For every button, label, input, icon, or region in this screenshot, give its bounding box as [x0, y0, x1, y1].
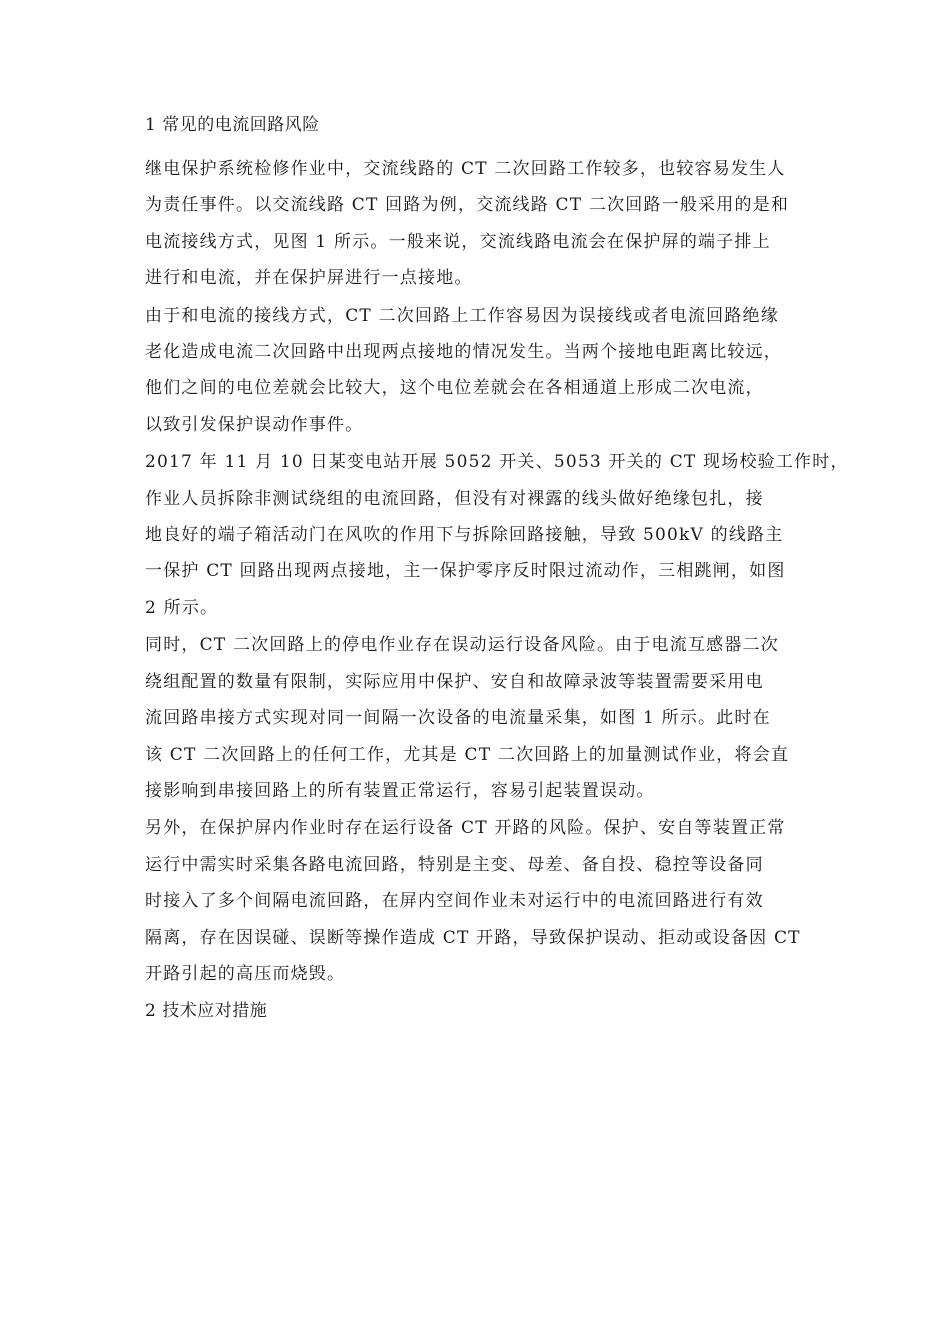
text-line: 绕组配置的数量有限制，实际应用中保护、安自和故障录波等装置需要采用电: [145, 671, 764, 692]
text-line: 2 所示。: [145, 597, 219, 618]
text-line: 一保护 CT 回路出现两点接地，主一保护零序反时限过流动作，三相跳闸，如图: [145, 561, 786, 582]
section-heading-2: 2 技术应对措施: [145, 1001, 268, 1022]
text-line: 继电保护系统检修作业中，交流线路的 CT 二次回路工作较多，也较容易发生人: [145, 159, 786, 179]
text-line: 老化造成电流二次回路中出现两点接地的情况发生。当两个接地电距离比较远，: [145, 342, 782, 363]
text-line: 运行中需实时采集各路电流回路，特别是主变、母差、备自投、稳控等设备同: [145, 854, 764, 875]
text-line: 隔离，存在因误碰、误断等操作造成 CT 开路，导致保护误动、拒动或设备因 CT: [145, 927, 801, 948]
document-page: [145, 112, 849, 1037]
text-line: 该 CT 二次回路上的任何工作，尤其是 CT 二次回路上的加量测试作业，将会直: [145, 744, 790, 765]
paragraph: [145, 627, 810, 809]
text-line: 流回路串接方式实现对同一间隔一次设备的电流量采集，如图 1 所示。此时在: [145, 708, 771, 729]
paragraph: [145, 444, 849, 626]
text-line: 他们之间的电位差就会比较大，这个电位差就会在各相通道上形成二次电流，: [145, 378, 764, 399]
text-line: 电流接线方式，见图 1 所示。一般来说，交流线路电流会在保护屏的端子排上: [145, 231, 771, 252]
text-line: 时接入了多个间隔电流回路，在屏内空间作业未对运行中的电流回路进行有效: [145, 891, 764, 912]
text-line: 地良好的端子箱活动门在风吹的作用下与拆除回路接触，导致 500kV 的线路主: [145, 525, 784, 546]
text-line: 2017 年 11 月 10 日某变电站开展 5052 开关、5053 开关的 CT 现场校验工作时，: [145, 452, 849, 473]
text-line: 另外，在保护屏内作业时存在运行设备 CT 开路的风险。保护、安自等装置正常: [145, 818, 786, 839]
section-heading-1: 1 常见的电流回路风险: [145, 115, 320, 135]
text-line: 以致引发保护误动作事件。: [145, 414, 364, 435]
text-line: 为责任事件。以交流线路 CT 回路为例，交流线路 CT 二次回路一般采用的是和: [145, 195, 790, 216]
text-line: 进行和电流，并在保护屏进行一点接地。: [145, 268, 473, 289]
paragraph: [145, 298, 810, 444]
text-line: 开路引起的高压而烧毁。: [145, 963, 346, 984]
paragraph: [145, 151, 810, 297]
text-line: 作业人员拆除非测试绕组的电流回路，但没有对裸露的线头做好绝缘包扎，接: [145, 488, 764, 509]
paragraph: [145, 810, 810, 992]
text-line: 同时，CT 二次回路上的停电作业存在误动运行设备风险。由于电流互感器二次: [145, 635, 779, 656]
text-line: 由于和电流的接线方式，CT 二次回路上工作容易因为误接线或者电流回路绝缘: [145, 305, 779, 326]
text-line: 接影响到串接回路上的所有装置正常运行，容易引起装置误动。: [145, 780, 655, 801]
